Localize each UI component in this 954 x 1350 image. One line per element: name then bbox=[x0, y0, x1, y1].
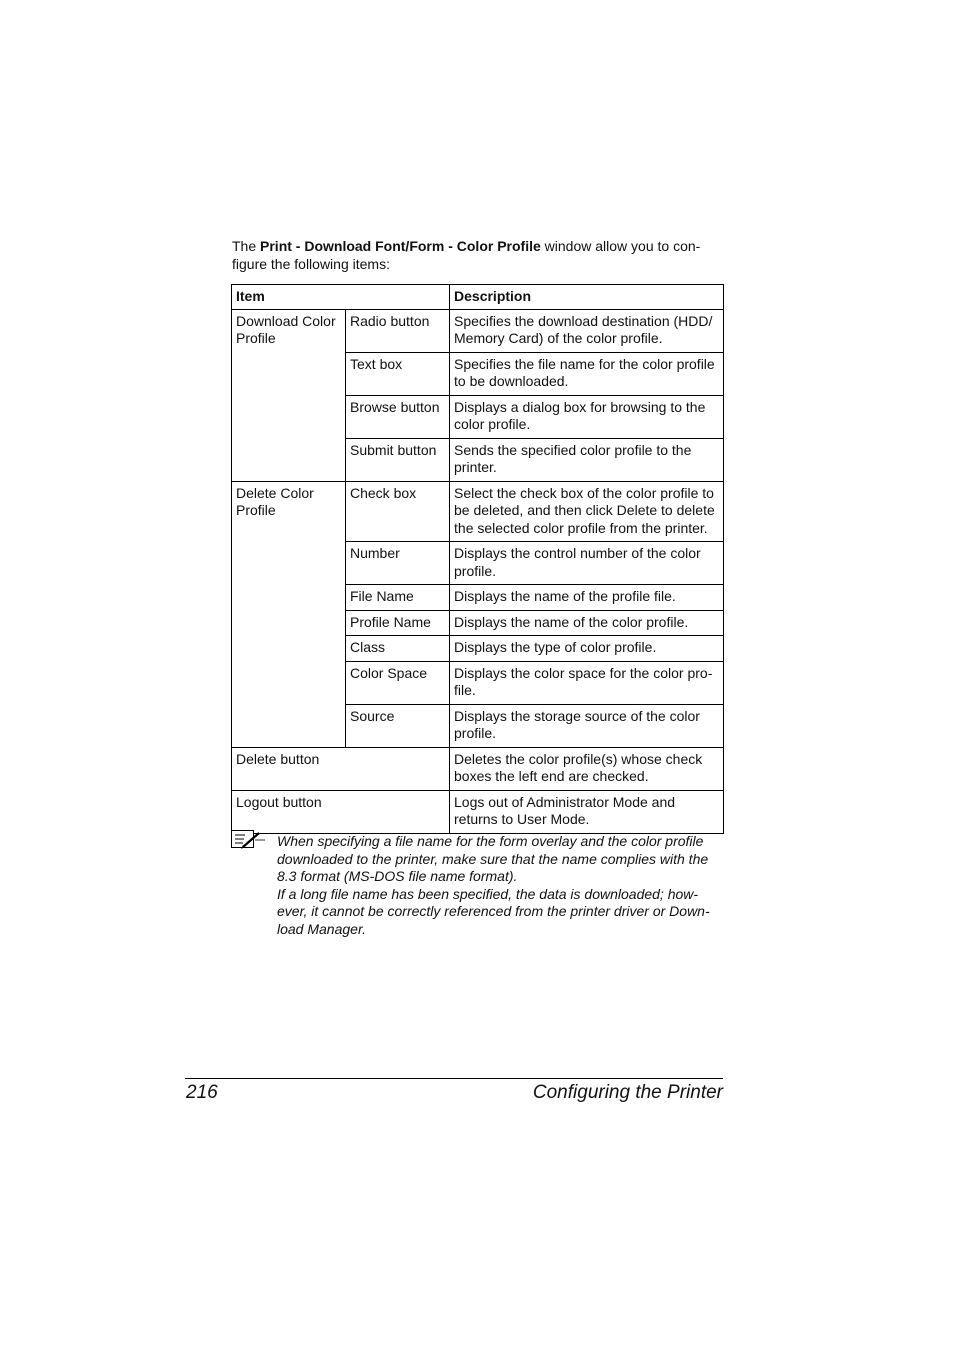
table-header-row bbox=[232, 285, 724, 310]
row-item-delete-button: Delete button bbox=[232, 747, 450, 790]
note-line-2: If a long file name has been specified, the data is downloaded; how-ever, it cannot be correctly referenced from the printer driver or Down-load Manager. bbox=[277, 885, 710, 937]
group-download-color-profile: Download Color Profile bbox=[232, 309, 346, 481]
row-description: Displays the type of color profile. bbox=[450, 636, 724, 662]
intro-paragraph bbox=[232, 237, 724, 273]
page-number: 216 bbox=[186, 1082, 218, 1103]
row-sub-item: Submit button bbox=[346, 438, 450, 481]
row-sub-item: Profile Name bbox=[346, 610, 450, 636]
note-line-1: When specifying a file name for the form overlay and the color profile downloaded to the printer, make sure that the name complies with the 8.3 format (MS-DOS file name format). bbox=[277, 833, 709, 884]
header-description: Description bbox=[450, 285, 724, 310]
row-description: Displays the storage source of the color profile. bbox=[450, 704, 724, 747]
table-row bbox=[232, 481, 724, 542]
row-description: Displays the name of the profile file. bbox=[450, 585, 724, 611]
group-delete-color-profile: Delete Color Profile bbox=[232, 481, 346, 747]
row-description: Select the check box of the color profile to be deleted, and then click Delete to delete the selected color profile from the printer. bbox=[450, 481, 724, 542]
row-sub-item: Check box bbox=[346, 481, 450, 542]
row-sub-item: File Name bbox=[346, 585, 450, 611]
intro-pre: The bbox=[232, 238, 261, 254]
row-description: Specifies the download destination (HDD/ Memory Card) of the color profile. bbox=[450, 309, 724, 352]
footer-divider bbox=[185, 1078, 723, 1079]
row-item-logout-button: Logout button bbox=[232, 790, 450, 833]
row-description: Displays the name of the color profile. bbox=[450, 610, 724, 636]
row-sub-item: Radio button bbox=[346, 309, 450, 352]
row-description: Displays the color space for the color pro-file. bbox=[450, 661, 724, 704]
intro-post: window allow you to con-figure the following items: bbox=[232, 238, 701, 272]
row-sub-item: Source bbox=[346, 704, 450, 747]
row-description: Specifies the file name for the color profile to be downloaded. bbox=[450, 352, 724, 395]
row-sub-item: Text box bbox=[346, 352, 450, 395]
row-sub-item: Class bbox=[346, 636, 450, 662]
row-description: Logs out of Administrator Mode and returns to User Mode. bbox=[450, 790, 724, 833]
row-description: Sends the specified color profile to the printer. bbox=[450, 438, 724, 481]
row-description: Deletes the color profile(s) whose check boxes the left end are checked. bbox=[450, 747, 724, 790]
table-row bbox=[232, 309, 724, 352]
row-description: Displays the control number of the color profile. bbox=[450, 542, 724, 585]
row-description: Displays a dialog box for browsing to the color profile. bbox=[450, 395, 724, 438]
chapter-title: Configuring the Printer bbox=[532, 1082, 723, 1103]
row-sub-item: Color Space bbox=[346, 661, 450, 704]
table-row bbox=[232, 747, 724, 790]
items-table bbox=[231, 284, 724, 834]
row-sub-item: Browse button bbox=[346, 395, 450, 438]
row-sub-item: Number bbox=[346, 542, 450, 585]
note-text bbox=[277, 833, 727, 938]
note-pencil-icon bbox=[231, 830, 269, 850]
window-name: Print - Download Font/Form - Color Profile bbox=[260, 238, 541, 254]
header-item: Item bbox=[232, 285, 450, 310]
table-row bbox=[232, 790, 724, 833]
